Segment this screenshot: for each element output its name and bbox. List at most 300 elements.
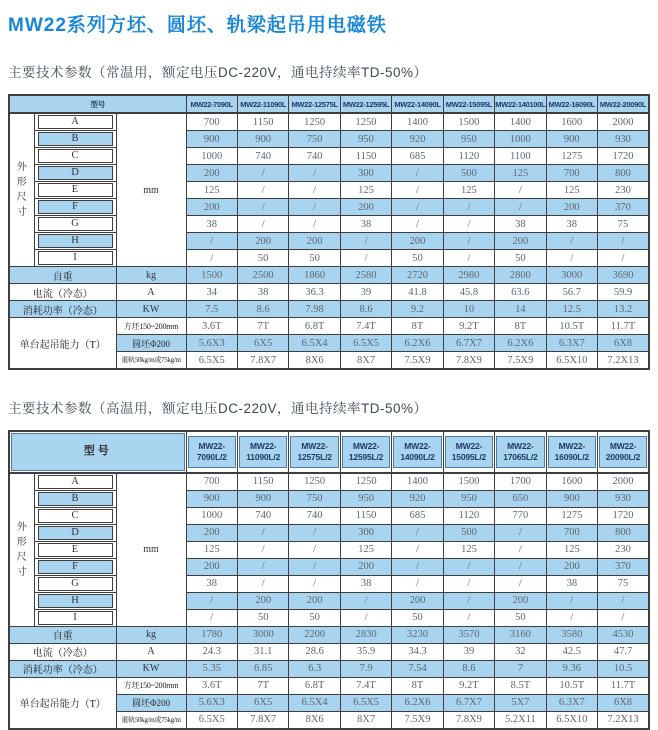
model-header-box xyxy=(290,436,338,467)
capacity-row xyxy=(9,677,649,694)
model-name-line1: MW22- xyxy=(455,441,483,452)
dim-row-label: C xyxy=(38,509,113,523)
spec-value-cell: 6.5X5 xyxy=(340,694,391,711)
spec-value-cell: 920 xyxy=(392,131,443,148)
spec-value-cell: 1720 xyxy=(598,507,649,524)
spec-value-cell: 200 xyxy=(237,233,288,250)
spec-value-cell: 9.2T xyxy=(443,318,494,335)
spec-value-cell: 24.3 xyxy=(186,643,237,660)
spec-value-cell: 5X7 xyxy=(495,694,546,711)
model-name-line2: 16090L/2 xyxy=(554,451,589,462)
spec-value-cell: 39 xyxy=(443,643,494,660)
spec-value-cell: 8.5T xyxy=(495,677,546,694)
spec-value-cell: / xyxy=(546,250,597,267)
spec-value-cell: 35.9 xyxy=(340,643,391,660)
spec-value-cell: 1150 xyxy=(340,148,391,165)
spec-value-cell: 13.2 xyxy=(598,301,649,318)
spec-value-cell: 1250 xyxy=(340,473,391,491)
spec-value-cell: 750 xyxy=(289,490,340,507)
current-unit: A xyxy=(116,643,186,660)
dim-row-label: H xyxy=(38,234,113,248)
spec-value-cell: / xyxy=(340,233,391,250)
spec-value-cell: / xyxy=(289,558,340,575)
spec-value-cell: / xyxy=(237,541,288,558)
capacity-sub-label: 方坯150~200mm xyxy=(116,677,186,694)
dim-row-label-cell xyxy=(34,165,116,182)
model-header-cell: MW22-11090L xyxy=(237,95,288,113)
dim-row-label-cell xyxy=(34,609,116,626)
spec-value-cell: / xyxy=(289,199,340,216)
spec-value-cell: 950 xyxy=(340,490,391,507)
power-unit: KW xyxy=(116,660,186,677)
spec-value-cell: 900 xyxy=(186,131,237,148)
spec-value-cell: 38 xyxy=(186,216,237,233)
spec-value-cell: 10.5T xyxy=(546,677,597,694)
spec-value-cell: 1500 xyxy=(443,473,494,491)
current-row xyxy=(9,643,649,660)
spec-value-cell: / xyxy=(289,524,340,541)
dim-row-label: E xyxy=(38,183,113,197)
spec-value-cell: 6.8T xyxy=(289,677,340,694)
dim-row-label-cell xyxy=(34,131,116,148)
model-header-cell: MW22-7090L xyxy=(186,95,237,113)
spec-value-cell: 1150 xyxy=(237,473,288,491)
dim-group-cell xyxy=(9,113,34,267)
weight-label: 自重 xyxy=(9,626,116,643)
model-header-cell xyxy=(546,431,597,473)
model-header-box xyxy=(393,436,441,467)
spec-value-cell: 1250 xyxy=(289,113,340,131)
spec-value-cell: 750 xyxy=(289,131,340,148)
spec-value-cell: 685 xyxy=(392,507,443,524)
spec-value-cell: 200 xyxy=(340,199,391,216)
spec-value-cell: / xyxy=(237,165,288,182)
model-header-box xyxy=(342,436,390,467)
dim-row-label: F xyxy=(38,560,113,574)
spec-value-cell: 50 xyxy=(289,250,340,267)
spec-value-cell: 650 xyxy=(495,490,546,507)
spec-value-cell: / xyxy=(392,165,443,182)
spec-value-cell: 3570 xyxy=(443,626,494,643)
spec-value-cell: 900 xyxy=(186,490,237,507)
spec-value-cell: 6.8T xyxy=(289,318,340,335)
spec-value-cell: 3.6T xyxy=(186,677,237,694)
model-name-line1: MW22- xyxy=(198,441,225,452)
spec-value-cell: 2720 xyxy=(392,267,443,284)
model-name-line1: MW22- xyxy=(558,441,585,452)
spec-value-cell: 1700 xyxy=(495,473,546,491)
spec-value-cell: 38 xyxy=(237,284,288,301)
spec-value-cell: 6X5 xyxy=(237,694,288,711)
spec-value-cell: / xyxy=(443,558,494,575)
spec-value-cell: 6.3 xyxy=(289,660,340,677)
spec-value-cell: 8X7 xyxy=(340,711,391,729)
model-header-row xyxy=(9,95,649,113)
dim-group-char: 形 xyxy=(16,536,27,548)
spec-value-cell: 47.7 xyxy=(598,643,649,660)
spec-value-cell: 900 xyxy=(546,490,597,507)
model-header-cell xyxy=(340,431,391,473)
model-header-box xyxy=(599,436,647,467)
spec-value-cell: / xyxy=(495,182,546,199)
spec-value-cell: 1120 xyxy=(443,148,494,165)
spec-value-cell: 200 xyxy=(495,233,546,250)
power-unit: KW xyxy=(116,301,186,318)
spec-value-cell: 9.36 xyxy=(546,660,597,677)
spec-value-cell: 6.5X5 xyxy=(186,352,237,370)
spec-value-cell: / xyxy=(392,199,443,216)
current-label: 电流（冷态） xyxy=(9,284,116,301)
spec-value-cell: 32 xyxy=(495,643,546,660)
model-name-line2: 7090L/2 xyxy=(196,451,227,462)
spec-value-cell: / xyxy=(392,182,443,199)
spec-value-cell: 7.2X13 xyxy=(598,711,649,729)
dim-row xyxy=(9,148,649,165)
dim-row-label-cell xyxy=(34,575,116,592)
dim-row xyxy=(9,524,649,541)
model-header-cell: MW22-15095L xyxy=(443,95,494,113)
dim-row xyxy=(9,250,649,267)
model-header-cell xyxy=(392,431,443,473)
dim-row-label: D xyxy=(38,526,113,540)
dim-group-label xyxy=(10,160,34,220)
spec-value-cell: 34.3 xyxy=(392,643,443,660)
spec-value-cell: 6.5X4 xyxy=(289,335,340,352)
model-header-box xyxy=(548,436,596,467)
spec-value-cell: 50 xyxy=(289,609,340,626)
dim-row-label-cell xyxy=(34,473,116,491)
dim-row-label-cell xyxy=(34,558,116,575)
dim-group-char: 尺 xyxy=(16,192,27,203)
dim-row xyxy=(9,113,649,131)
spec-value-cell: 6.7X7 xyxy=(443,694,494,711)
spec-value-cell: / xyxy=(443,199,494,216)
spec-value-cell: 50 xyxy=(237,250,288,267)
dim-row-label-cell xyxy=(34,250,116,267)
spec-value-cell: / xyxy=(392,216,443,233)
spec-value-cell: 200 xyxy=(289,233,340,250)
model-header-cell: MW22-14090L xyxy=(392,95,443,113)
model-name-line2: 12575L/2 xyxy=(297,451,332,462)
current-label: 电流（冷态） xyxy=(9,643,116,660)
spec-value-cell: 7.5X9 xyxy=(392,711,443,729)
spec-value-cell: 200 xyxy=(340,558,391,575)
dim-unit-cell: mm xyxy=(116,473,186,627)
model-header-row xyxy=(9,431,649,473)
spec-value-cell: 900 xyxy=(237,131,288,148)
dim-row-label-cell xyxy=(34,216,116,233)
dim-row-label: B xyxy=(38,492,113,506)
spec-value-cell: 5.35 xyxy=(186,660,237,677)
power-row xyxy=(9,301,649,318)
capacity-label: 单台起吊能力（T） xyxy=(9,677,116,729)
spec-value-cell: 1780 xyxy=(186,626,237,643)
spec-value-cell: / xyxy=(495,199,546,216)
spec-value-cell: 7 xyxy=(495,660,546,677)
dim-row-label-cell xyxy=(34,592,116,609)
spec-value-cell: 370 xyxy=(598,199,649,216)
spec-value-cell: 8T xyxy=(392,318,443,335)
spec-value-cell: 700 xyxy=(546,165,597,182)
dim-row xyxy=(9,609,649,626)
spec-value-cell: 500 xyxy=(443,524,494,541)
spec-value-cell: 7.54 xyxy=(392,660,443,677)
spec-value-cell: 8.6 xyxy=(340,301,391,318)
spec-value-cell: 3690 xyxy=(598,267,649,284)
model-name-line1: MW22- xyxy=(507,441,534,452)
spec-value-cell: 125 xyxy=(443,541,494,558)
dim-row-label: G xyxy=(38,217,113,231)
spec-value-cell: 3580 xyxy=(546,626,597,643)
weight-unit: kg xyxy=(116,267,186,284)
spec-value-cell: 125 xyxy=(340,541,391,558)
spec-value-cell: 34 xyxy=(186,284,237,301)
spec-value-cell: 200 xyxy=(289,592,340,609)
spec-value-cell: 740 xyxy=(289,507,340,524)
spec-value-cell: 125 xyxy=(546,182,597,199)
spec-value-cell: 7.8X9 xyxy=(443,352,494,370)
spec-value-cell: 38 xyxy=(340,575,391,592)
spec-value-cell: 930 xyxy=(598,131,649,148)
spec-value-cell: 5.6X3 xyxy=(186,694,237,711)
model-name-line2: 12595L/2 xyxy=(348,451,384,462)
spec-value-cell: 8X6 xyxy=(289,352,340,370)
model-header-box xyxy=(496,436,544,467)
current-row xyxy=(9,284,649,301)
spec-value-cell: 2800 xyxy=(495,267,546,284)
spec-value-cell: / xyxy=(186,233,237,250)
dim-row xyxy=(9,558,649,575)
spec-value-cell: 6.5X4 xyxy=(289,694,340,711)
model-name-line1: MW22- xyxy=(609,441,637,452)
dim-row-label: A xyxy=(38,475,113,489)
spec-value-cell: 8X6 xyxy=(289,711,340,729)
model-name-line2: 15095L/2 xyxy=(451,451,487,462)
dim-row-label: E xyxy=(38,543,113,557)
model-name-line2: 20090L/2 xyxy=(605,451,641,462)
spec-value-cell: / xyxy=(443,592,494,609)
model-header-cell: MW22-16090L xyxy=(546,95,597,113)
spec-value-cell: 8T xyxy=(495,318,546,335)
spec-value-cell: 7.5X9 xyxy=(392,352,443,370)
model-header-cell xyxy=(598,431,649,473)
spec-value-cell: / xyxy=(237,524,288,541)
capacity-row xyxy=(9,318,649,335)
dim-row xyxy=(9,216,649,233)
spec-value-cell: 1600 xyxy=(546,113,597,131)
spec-value-cell: 3000 xyxy=(237,626,288,643)
spec-value-cell: 700 xyxy=(546,524,597,541)
spec-value-cell: 6.2X6 xyxy=(495,335,546,352)
spec-value-cell: 125 xyxy=(546,541,597,558)
spec-value-cell: 6.5X10 xyxy=(546,352,597,370)
dim-unit-cell: mm xyxy=(116,113,186,267)
model-header-cell xyxy=(289,431,340,473)
spec-value-cell: 2980 xyxy=(443,267,494,284)
spec-value-cell: 200 xyxy=(392,592,443,609)
dim-row-label-cell xyxy=(34,541,116,558)
spec-value-cell: 6.7X7 xyxy=(443,335,494,352)
spec-value-cell: 200 xyxy=(186,199,237,216)
spec-value-cell: 50 xyxy=(392,250,443,267)
spec-value-cell: 1400 xyxy=(495,113,546,131)
spec-value-cell: / xyxy=(598,592,649,609)
current-unit: A xyxy=(116,284,186,301)
spec-value-cell: 11.7T xyxy=(598,318,649,335)
spec-value-cell: 7.9 xyxy=(340,660,391,677)
spec-value-cell: 300 xyxy=(340,524,391,541)
spec-value-cell: 1120 xyxy=(443,507,494,524)
spec-value-cell: 10.5 xyxy=(598,660,649,677)
spec-value-cell: 3230 xyxy=(392,626,443,643)
spec-value-cell: 2000 xyxy=(598,113,649,131)
power-row xyxy=(9,660,649,677)
spec-value-cell: 6.2X6 xyxy=(392,335,443,352)
spec-value-cell: 6.3X7 xyxy=(546,335,597,352)
dim-group-cell xyxy=(9,473,34,627)
spec-value-cell: 6.5X5 xyxy=(340,335,391,352)
spec-value-cell: 59.9 xyxy=(598,284,649,301)
weight-unit: kg xyxy=(116,626,186,643)
model-header-box xyxy=(188,436,236,467)
dim-row xyxy=(9,165,649,182)
spec-value-cell: / xyxy=(289,216,340,233)
model-column-header xyxy=(9,431,186,473)
spec-value-cell: 6.3X7 xyxy=(546,694,597,711)
spec-value-cell: 9.2T xyxy=(443,677,494,694)
dim-row-label-cell xyxy=(34,507,116,524)
spec-value-cell: 900 xyxy=(237,490,288,507)
dim-row xyxy=(9,131,649,148)
spec-value-cell: 685 xyxy=(392,148,443,165)
dim-row-label: C xyxy=(38,149,113,163)
dim-row-label-cell xyxy=(34,199,116,216)
capacity-label: 单台起吊能力（T） xyxy=(9,318,116,370)
spec-value-cell: / xyxy=(598,250,649,267)
spec-value-cell: 8T xyxy=(392,677,443,694)
spec-value-cell: 1720 xyxy=(598,148,649,165)
spec-value-cell: 2580 xyxy=(340,267,391,284)
spec-value-cell: 370 xyxy=(598,558,649,575)
spec-value-cell: 770 xyxy=(495,507,546,524)
spec-value-cell: 56.7 xyxy=(546,284,597,301)
spec-value-cell: 7.5 xyxy=(186,301,237,318)
model-name-line1: MW22- xyxy=(404,441,431,452)
dim-row-label: A xyxy=(38,115,113,129)
power-label: 消耗功率（冷态） xyxy=(9,660,116,677)
spec-value-cell: 125 xyxy=(186,182,237,199)
model-header-box: 型号 xyxy=(11,433,185,471)
dim-row xyxy=(9,575,649,592)
spec-value-cell: 7.2X13 xyxy=(598,352,649,370)
capacity-sub-label: 圆坯Φ200 xyxy=(116,335,186,352)
spec-value-cell: 1400 xyxy=(392,473,443,491)
spec-value-cell: 7T xyxy=(237,318,288,335)
spec-value-cell: 7T xyxy=(237,677,288,694)
spec-value-cell: 1400 xyxy=(392,113,443,131)
spec-value-cell: 1500 xyxy=(443,113,494,131)
spec-value-cell: 125 xyxy=(186,541,237,558)
spec-value-cell: 930 xyxy=(598,490,649,507)
spec-value-cell: 1500 xyxy=(186,267,237,284)
spec-value-cell: / xyxy=(495,575,546,592)
dim-row xyxy=(9,541,649,558)
spec-value-cell: 125 xyxy=(340,182,391,199)
spec-table-high-temp xyxy=(8,430,650,730)
spec-value-cell: 1250 xyxy=(340,113,391,131)
dim-row-label: G xyxy=(38,577,113,591)
power-label: 消耗功率（冷态） xyxy=(9,301,116,318)
model-header-cell xyxy=(237,431,288,473)
spec-value-cell: 500 xyxy=(443,165,494,182)
weight-label: 自重 xyxy=(9,267,116,284)
spec-value-cell: 6X8 xyxy=(598,335,649,352)
spec-value-cell: 740 xyxy=(289,148,340,165)
dim-row xyxy=(9,490,649,507)
spec-value-cell: 920 xyxy=(392,490,443,507)
spec-value-cell: / xyxy=(237,216,288,233)
dim-row-label-cell xyxy=(34,182,116,199)
spec-value-cell: / xyxy=(289,575,340,592)
spec-value-cell: 2500 xyxy=(237,267,288,284)
spec-value-cell: 3000 xyxy=(546,267,597,284)
spec-value-cell: 7.98 xyxy=(289,301,340,318)
spec-value-cell: 41.8 xyxy=(392,284,443,301)
spec-value-cell: 7.8X7 xyxy=(237,352,288,370)
section-subtitle-high-temp: 主要技术参数（高温用，额定电压DC-220V，通电持续率TD-50%） xyxy=(8,401,428,416)
spec-value-cell: 1150 xyxy=(340,507,391,524)
spec-value-cell: / xyxy=(392,575,443,592)
model-header-cell xyxy=(186,431,237,473)
spec-value-cell: 200 xyxy=(495,592,546,609)
model-header-cell: MW22-140100L xyxy=(495,95,546,113)
spec-value-cell: 50 xyxy=(495,250,546,267)
spec-value-cell: / xyxy=(546,233,597,250)
spec-value-cell: 3160 xyxy=(495,626,546,643)
dim-row-label: F xyxy=(38,200,113,214)
dim-row xyxy=(9,233,649,250)
spec-value-cell: / xyxy=(443,233,494,250)
spec-value-cell: / xyxy=(237,199,288,216)
spec-value-cell: 230 xyxy=(598,541,649,558)
spec-value-cell: / xyxy=(186,250,237,267)
spec-value-cell: 200 xyxy=(392,233,443,250)
spec-value-cell: 38 xyxy=(546,575,597,592)
model-name-line2: 11090L/2 xyxy=(246,451,281,462)
capacity-sub-label: 重轨50kg/m或75kg/m xyxy=(116,711,186,729)
dim-row-label-cell xyxy=(34,490,116,507)
model-header-cell: MW22-20090L xyxy=(598,95,649,113)
spec-value-cell: 50 xyxy=(237,609,288,626)
model-name-line2: 14090L/2 xyxy=(400,451,435,462)
spec-value-cell: 200 xyxy=(186,524,237,541)
spec-value-cell: / xyxy=(340,609,391,626)
spec-value-cell: 1275 xyxy=(546,148,597,165)
spec-value-cell: 1275 xyxy=(546,507,597,524)
spec-value-cell: 38 xyxy=(495,216,546,233)
spec-value-cell: 4530 xyxy=(598,626,649,643)
spec-value-cell: / xyxy=(495,558,546,575)
spec-value-cell: 800 xyxy=(598,524,649,541)
spec-value-cell: / xyxy=(237,575,288,592)
dim-row-label-cell xyxy=(34,233,116,250)
spec-value-cell: 50 xyxy=(392,609,443,626)
spec-value-cell: 38 xyxy=(546,216,597,233)
spec-value-cell: / xyxy=(237,558,288,575)
spec-value-cell: / xyxy=(237,182,288,199)
spec-value-cell: 9.2 xyxy=(392,301,443,318)
spec-value-cell: 950 xyxy=(443,131,494,148)
